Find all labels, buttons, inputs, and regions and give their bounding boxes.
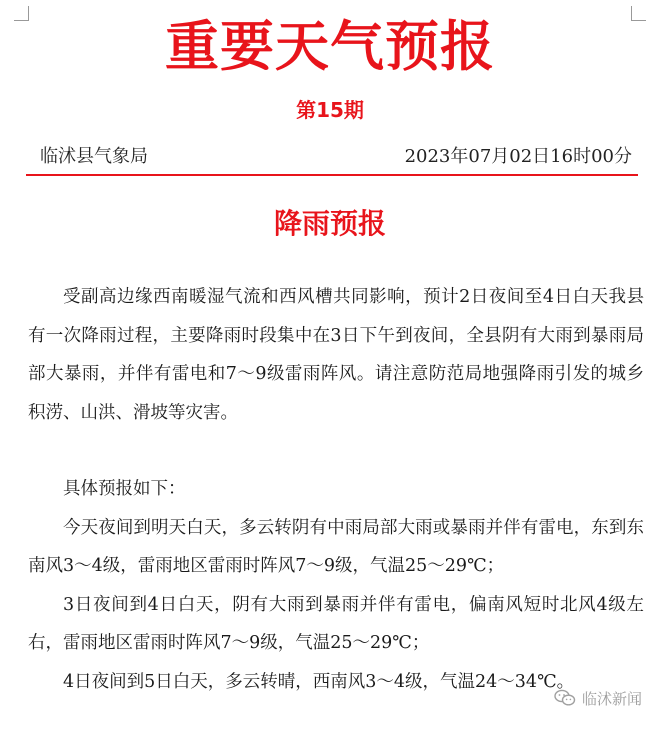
forecast-item: 3日夜间到4日白天，阴有大雨到暴雨并伴有雷电，偏南风短时北风4级左右，雷雨地区雷雨时阵风7～9级，气温25～29℃；: [28, 594, 644, 653]
header-divider: [26, 174, 638, 176]
document-title: 重要天气预报: [165, 15, 495, 78]
meta-row: [28, 143, 636, 171]
intro-paragraph: 受副高边缘西南暖湿气流和西风槽共同影响，预计2日夜间至4日白天我县有一次降雨过程，主要降雨时段集中在3日下午到夜间，全县阴有大雨到暴雨局部大暴雨，并伴有雷电和7～9级雷雨阵风。请注意防范局地强降雨引发的城乡积涝、山洪、滑坡等灾害。: [28, 287, 644, 423]
wechat-icon: [554, 689, 576, 707]
forecast-item: 今天夜间到明天白天，多云转阴有中雨局部大雨或暴雨并伴有雷电，东到东南风3～4级，雷雨地区雷雨时阵风7～9级，气温25～29℃；: [28, 517, 644, 576]
source-watermark: [554, 686, 642, 710]
forecast-item: 4日夜间到5日白天，多云转晴，西南风3～4级，气温24～34℃。: [63, 671, 575, 692]
issuing-bureau: 临沭县气象局: [40, 146, 148, 167]
issue-datetime: 2023年07月02日16时00分: [404, 146, 632, 167]
forecast-list-title: 具体预报如下：: [63, 479, 186, 499]
document-body: [28, 278, 644, 701]
watermark-text: 临沭新闻: [581, 689, 642, 708]
issue-number: 第15期: [296, 98, 364, 122]
section-title: 降雨预报: [273, 207, 386, 240]
